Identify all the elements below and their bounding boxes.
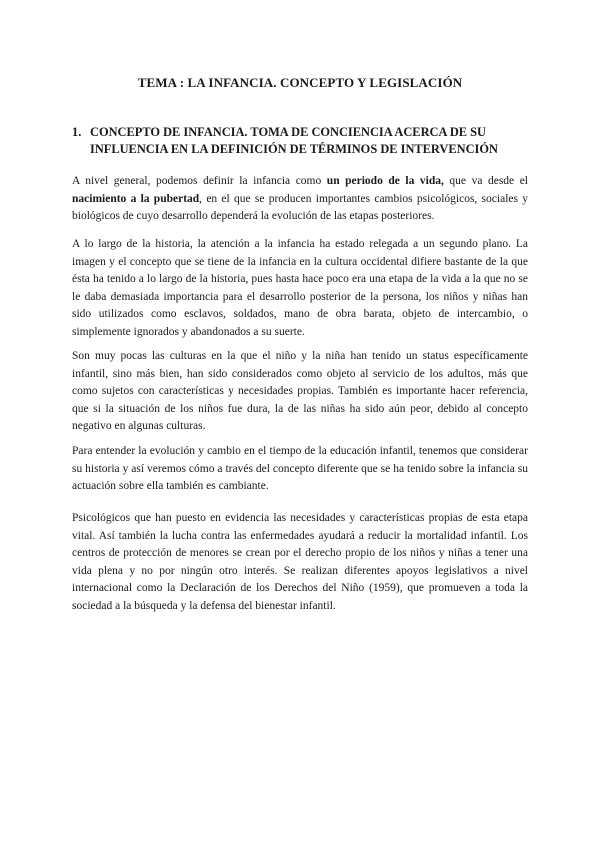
paragraph-1 xyxy=(72,173,528,226)
paragraph-1-bold-period: un periodo de la vida, xyxy=(326,175,444,187)
paragraph-4: Para entender la evolución y cambio en el tiempo de la educación infantil, tenemos que considerar su historia y así veremos cómo a través del concepto diferente que se ha tenido sobre la infancia su actuación sobre ella también es cambiante. xyxy=(72,445,528,492)
paragraph-5: Psicológicos que han puesto en evidencia las necesidades y características propias de esta etapa vital. Así también la lucha contra las enfermedades ayudará a reducir la mortalidad infantil. Los centros de protección de menores se crean por el derecho propio de los niños y niñas a tener una vida plena y no por ningún otro interés. Se realizan diferentes apoyos legislativos a nivel internacional como la Declaración de los Derechos del Niño (1959), que promueven a toda la sociedad a la búsqueda y la defensa del bienestar infantil. xyxy=(72,512,528,612)
section-heading xyxy=(72,124,532,158)
section-heading-text: CONCEPTO DE INFANCIA. TOMA DE CONCIENCIA ACERCA DE SU INFLUENCIA EN LA DEFINICIÓN DE TÉRMINOS DE INTERVENCIÓN xyxy=(90,125,498,156)
paragraph-2: A lo largo de la historia, la atención a la infancia ha estado relegada a un segundo plano. La imagen y el concepto que se tiene de la infancia en la cultura occidental difiere bastante de la que ésta ha tenido a lo largo de la historia, pues hasta hace poco era una etapa de la vida a la que no se le daba demasiada importancia para el desarrollo posterior de la persona, los niños y niñas han sido utilizados como esclavos, soldados, mano de obra barata, objeto de intercambio, o simplemente ignorados y abandonados a su suerte. xyxy=(72,238,528,338)
section-number: 1. xyxy=(72,125,82,139)
paragraph-1-part-e: , en el que se producen importantes cambios psicológicos, sociales y biológicos de cuyo desarrollo dependerá la evolución de las etapas posteriores. xyxy=(72,192,528,222)
paragraph-1-bold-range: nacimiento a la pubertad xyxy=(72,192,200,205)
paragraph-1-part-a: A nivel general, podemos definir la infancia como xyxy=(72,175,327,187)
paragraph-3: Son muy pocas las culturas en la que el niño y la niña han tenido un status específicamente infantil, sino más bien, han sido considerados como objeto al servicio de los adultos, más que como sujetos con características y necesidades propias. También es importante hacer referencia, que si la situación de los niños fue dura, la de las niñas ha sido aún peor, debido al concepto negativo en algunas culturas. xyxy=(72,350,528,432)
paragraph-1-part-c: que va desde el xyxy=(443,175,528,187)
page-title: TEMA : LA INFANCIA. CONCEPTO Y LEGISLACIÓN xyxy=(137,75,463,90)
